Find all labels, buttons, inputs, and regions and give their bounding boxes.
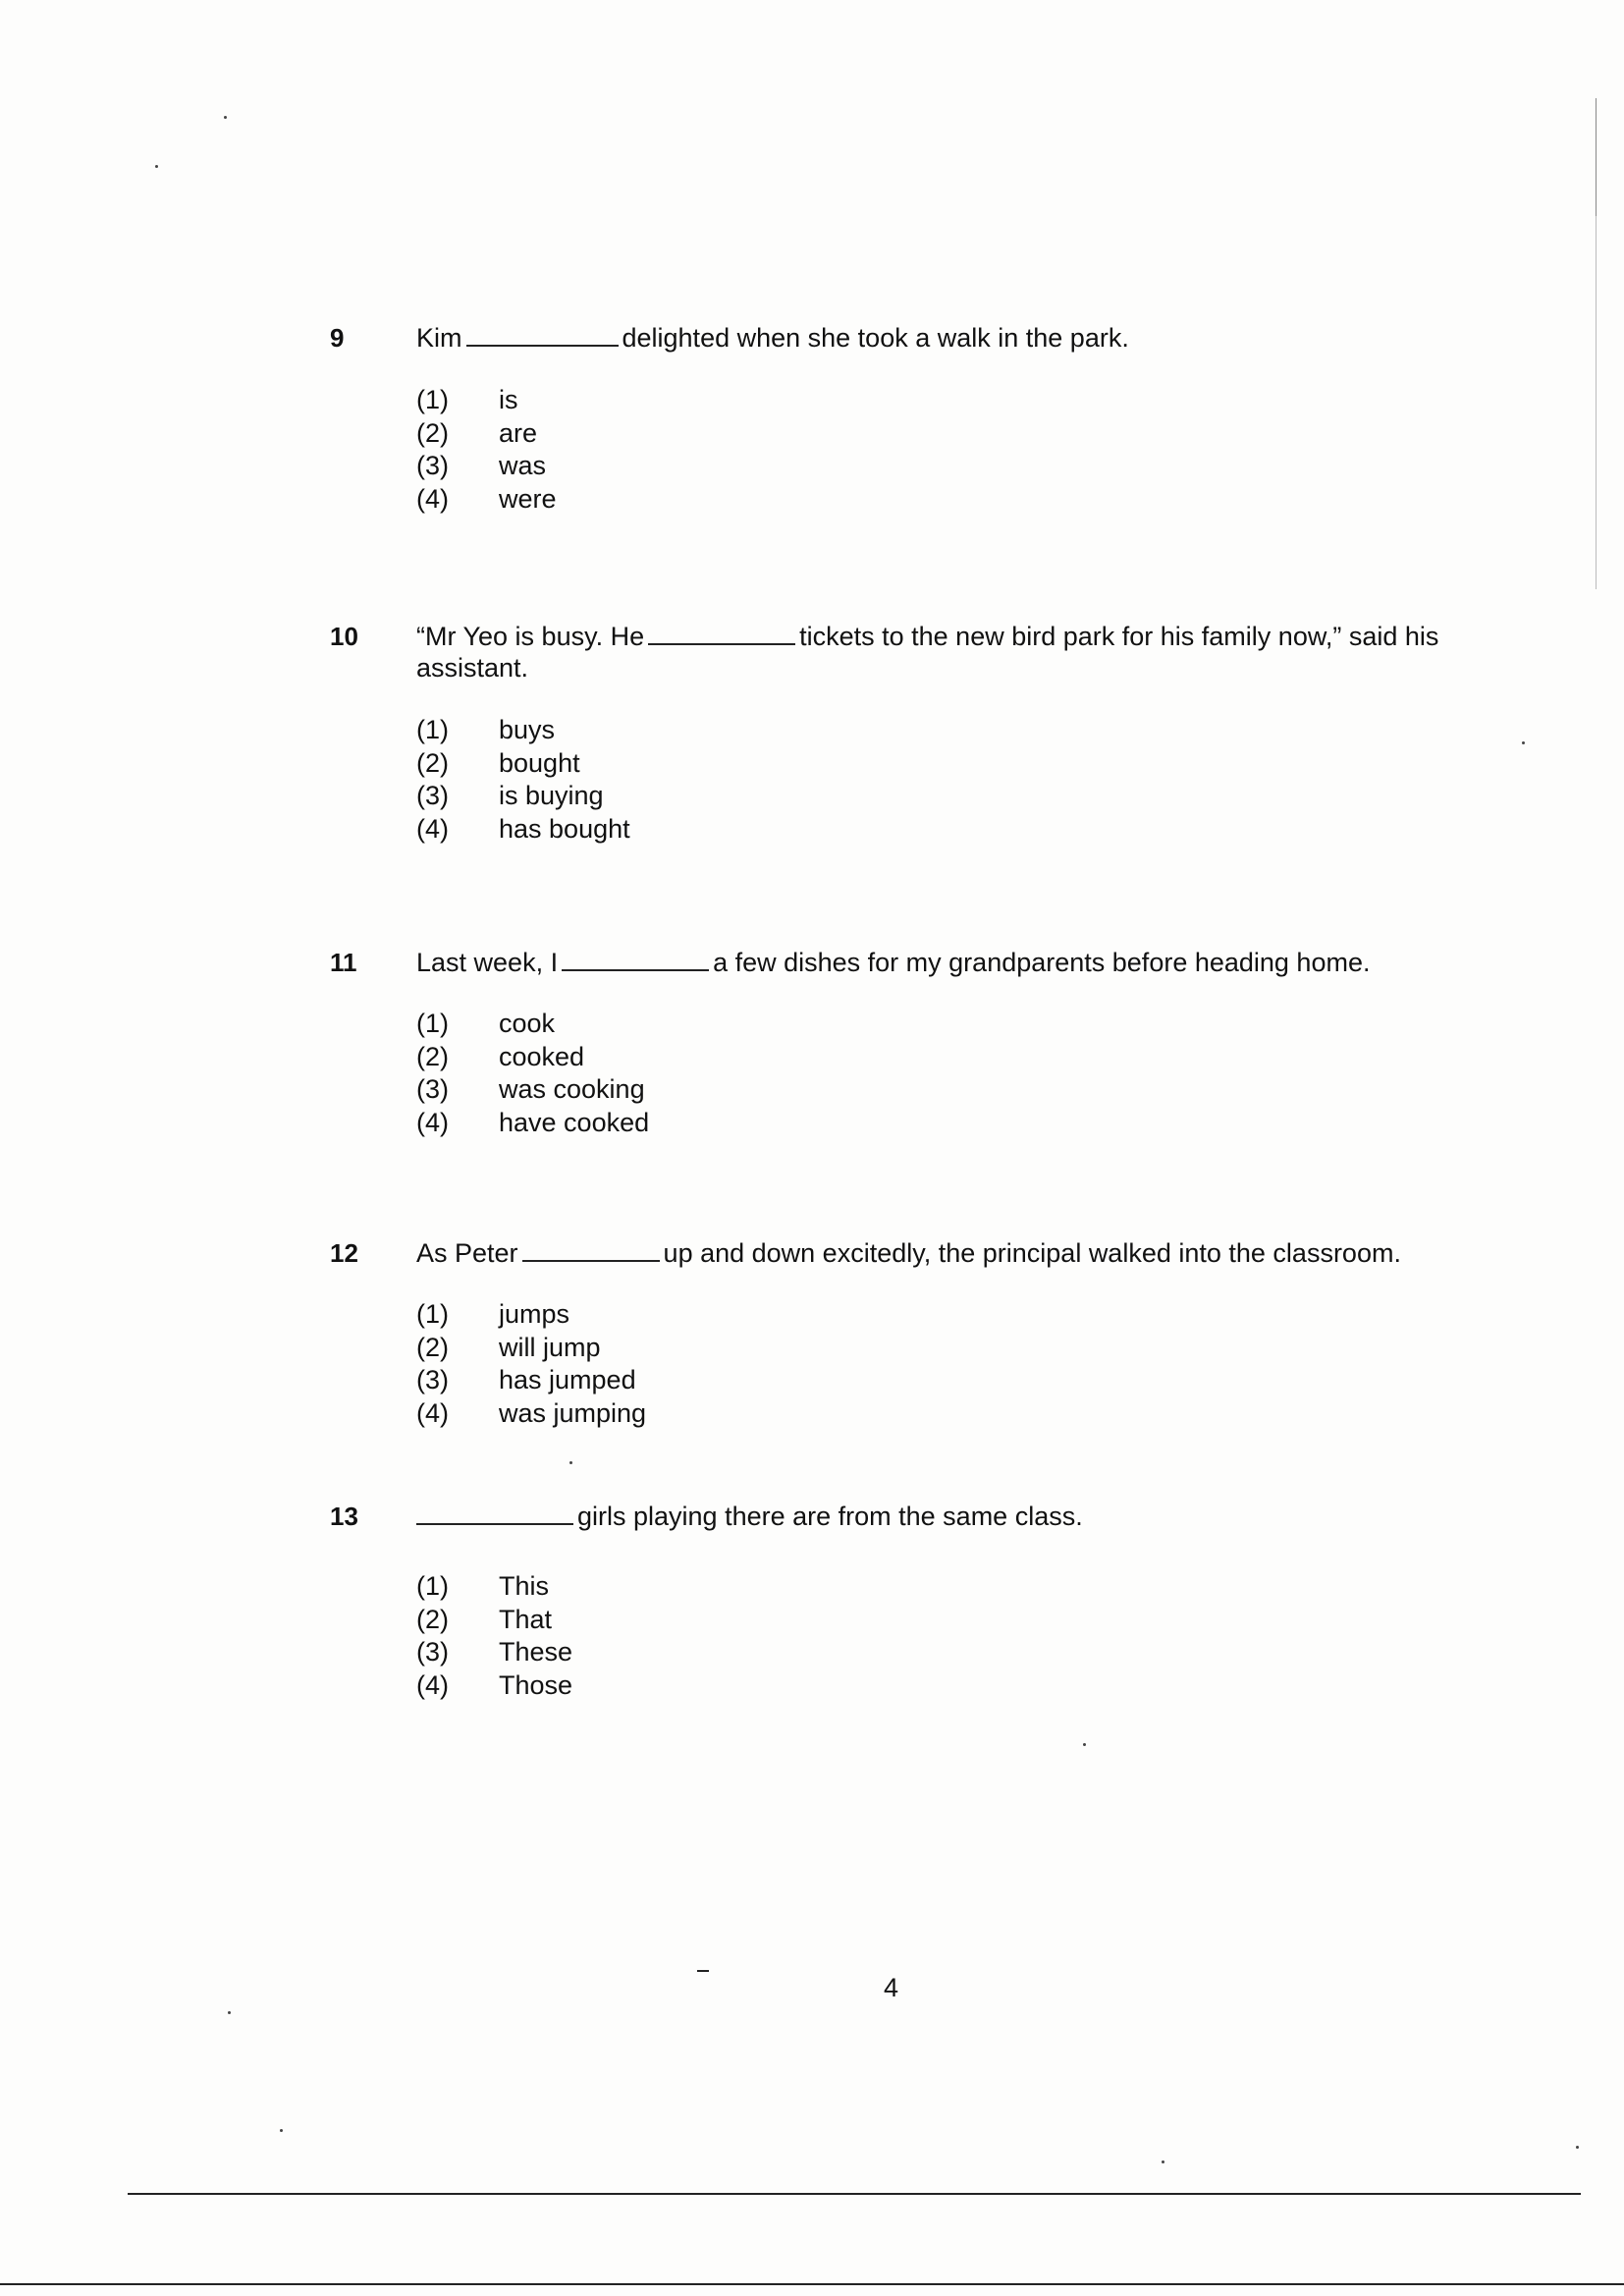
option-text: This — [499, 1571, 550, 1601]
option-1 — [416, 1298, 646, 1332]
option-text: cook — [499, 1009, 556, 1038]
option-number: (4) — [416, 1107, 449, 1137]
option-1 — [416, 1008, 649, 1041]
option-number: (1) — [416, 1009, 449, 1038]
option-2 — [416, 1041, 649, 1074]
scan-speck — [224, 116, 227, 119]
option-number: (2) — [416, 1604, 449, 1634]
stem-before: Last week, I — [416, 948, 559, 977]
scan-speck — [1522, 741, 1525, 744]
option-text: buys — [499, 715, 556, 744]
option-number: (3) — [416, 451, 449, 480]
scan-speck — [1162, 2160, 1164, 2163]
scan-speck — [1576, 2146, 1579, 2149]
option-number: (2) — [416, 1332, 449, 1362]
option-text: was jumping — [499, 1397, 647, 1428]
option-number: (2) — [416, 747, 449, 778]
option-number: (2) — [416, 1041, 449, 1071]
option-text: were — [499, 483, 557, 514]
page-number: 4 — [884, 1973, 899, 2002]
option-text: will jump — [499, 1332, 601, 1362]
option-3 — [416, 1636, 572, 1669]
option-number: (2) — [416, 417, 449, 448]
scan-speck — [1083, 1743, 1086, 1746]
question-number: 9 — [330, 323, 345, 353]
option-text: is buying — [499, 781, 604, 810]
options-list — [416, 1298, 646, 1430]
scan-speck — [155, 165, 158, 168]
answer-blank — [416, 1502, 573, 1525]
option-number: (1) — [416, 385, 449, 414]
option-2 — [416, 747, 630, 781]
stem-after: tickets to the new bird park for his family now,” said his assistant. — [416, 622, 1439, 683]
answer-blank — [562, 948, 709, 971]
option-number: (3) — [416, 1637, 449, 1667]
stem-after: delighted when she took a walk in the park. — [622, 323, 1129, 353]
option-4 — [416, 1107, 649, 1140]
stem-before: Kim — [416, 323, 462, 353]
stem-before: “Mr Yeo is busy. He — [416, 622, 645, 651]
option-3 — [416, 780, 630, 813]
options-list — [416, 714, 630, 846]
option-3 — [416, 450, 557, 483]
question-stem — [416, 322, 1545, 354]
option-number: (4) — [416, 1397, 449, 1428]
option-text: has jumped — [499, 1365, 636, 1394]
option-number: (1) — [416, 1299, 449, 1329]
option-text: was — [499, 451, 547, 480]
option-number: (3) — [416, 781, 449, 810]
options-list — [416, 384, 557, 516]
option-text: has bought — [499, 813, 630, 844]
options-list — [416, 1008, 649, 1139]
stem-after: girls playing there are from the same class. — [577, 1502, 1083, 1531]
option-text: are — [499, 417, 538, 448]
option-number: (4) — [416, 483, 449, 514]
question-number: 12 — [330, 1238, 358, 1268]
option-4 — [416, 813, 630, 847]
option-3 — [416, 1364, 646, 1397]
footer-rule — [128, 2193, 1581, 2195]
answer-blank — [648, 622, 795, 645]
option-4 — [416, 1397, 646, 1431]
stem-after: up and down excitedly, the principal walked into the classroom. — [663, 1238, 1401, 1268]
option-text: Those — [499, 1669, 573, 1700]
option-number: (4) — [416, 813, 449, 844]
question-number: 10 — [330, 622, 358, 651]
option-number: (1) — [416, 1571, 449, 1601]
stem-after: a few dishes for my grandparents before heading home. — [713, 948, 1371, 977]
answer-blank — [466, 323, 619, 347]
question-number: 13 — [330, 1502, 358, 1531]
option-text: was cooking — [499, 1074, 645, 1104]
dash-mark — [697, 1970, 709, 1972]
edge-mark — [1596, 216, 1597, 589]
option-4 — [416, 483, 557, 517]
question-number: 11 — [330, 948, 357, 977]
option-text: is — [499, 385, 518, 414]
option-text: These — [499, 1637, 573, 1667]
option-2 — [416, 1332, 646, 1365]
answer-blank — [522, 1238, 660, 1262]
option-number: (4) — [416, 1669, 449, 1700]
option-text: bought — [499, 747, 580, 778]
option-text: That — [499, 1604, 553, 1634]
scan-speck — [280, 2129, 283, 2132]
option-1 — [416, 1570, 572, 1604]
question-stem — [416, 1501, 1545, 1532]
options-list — [416, 1570, 572, 1702]
option-3 — [416, 1073, 649, 1107]
option-text: cooked — [499, 1041, 585, 1071]
option-1 — [416, 384, 557, 417]
question-stem — [416, 947, 1545, 978]
option-2 — [416, 417, 557, 451]
option-number: (3) — [416, 1365, 449, 1394]
option-text: have cooked — [499, 1107, 650, 1137]
option-number: (1) — [416, 715, 449, 744]
option-text: jumps — [499, 1299, 570, 1329]
scan-speck — [228, 2011, 231, 2014]
option-1 — [416, 714, 630, 747]
option-4 — [416, 1669, 572, 1703]
option-2 — [416, 1604, 572, 1637]
edge-mark — [1596, 98, 1597, 216]
stem-before: As Peter — [416, 1238, 518, 1268]
option-number: (3) — [416, 1074, 449, 1104]
question-stem — [416, 621, 1545, 683]
scan-speck — [569, 1461, 572, 1464]
question-stem — [416, 1237, 1545, 1269]
bottom-edge-rule — [0, 2283, 1624, 2285]
